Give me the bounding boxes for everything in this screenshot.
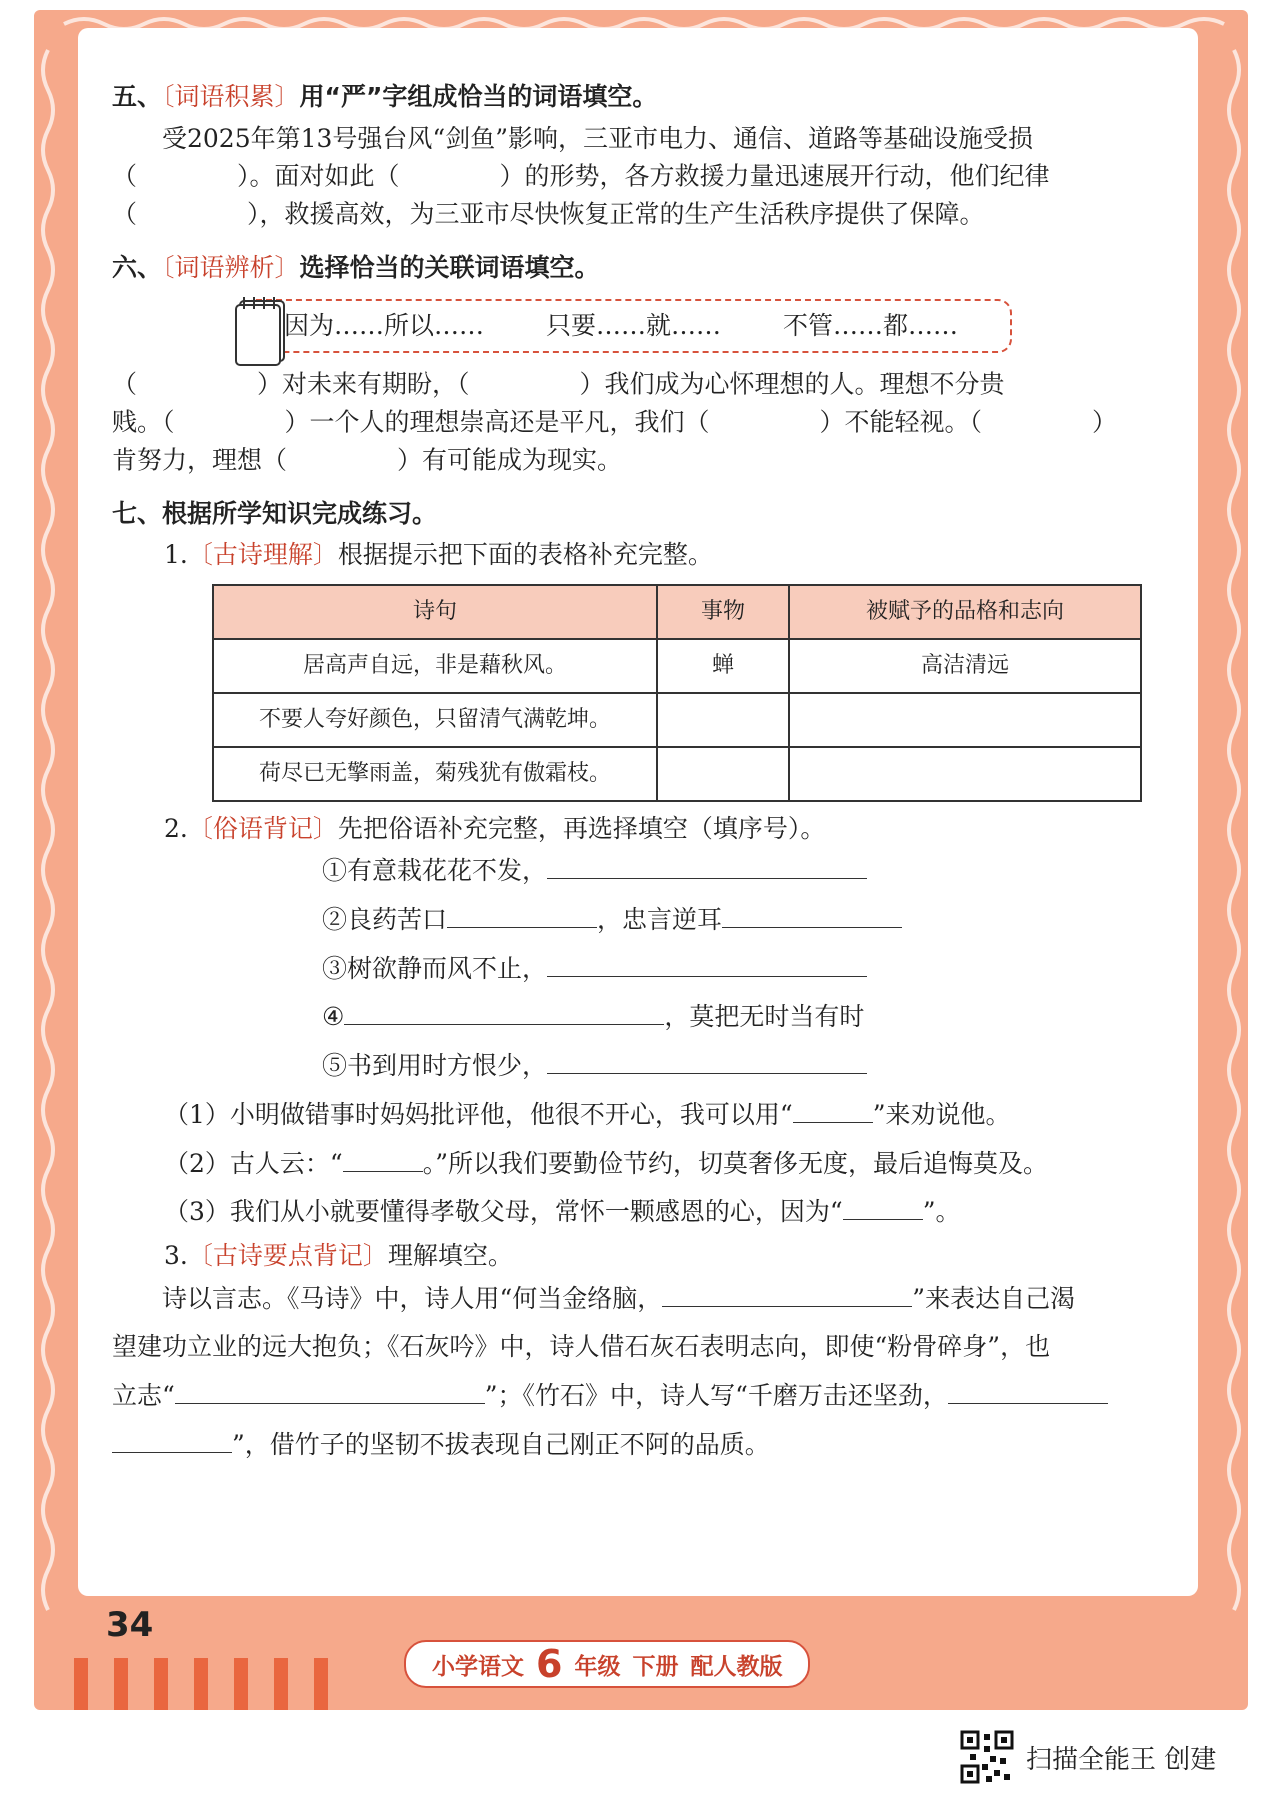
q3-line1: 诗以言志。《马诗》中，诗人用“何当金络脑， ”来表达自己渴 (112, 1275, 1152, 1324)
blank-6a[interactable] (137, 365, 257, 393)
footer-subject: 小学语文 (432, 1653, 524, 1680)
q3-heading: 3.〔古诗要点背记〕理解填空。 (164, 1241, 513, 1270)
table-cell-blank[interactable] (657, 747, 789, 801)
proverb-1: ①有意栽花花不发， (322, 847, 1152, 896)
table-cell: 高洁清远 (789, 639, 1141, 693)
section5-heading (112, 78, 1152, 116)
page-number: 34 (106, 1605, 154, 1645)
word-box-wrapper (112, 299, 1152, 353)
blank-5c[interactable] (137, 195, 247, 223)
section6-heading: 六、〔词语辨析〕选择恰当的关联词语填空。 (112, 253, 600, 282)
footer-grade: 年级 (574, 1653, 621, 1680)
blank-usage-3[interactable] (843, 1192, 923, 1221)
q3-body (112, 1275, 1152, 1470)
table-row (213, 639, 1141, 693)
q3-line4: ”，借竹子的坚韧不拔表现自己刚正不阿的品质。 (112, 1421, 1152, 1470)
blank-q3-3[interactable] (948, 1376, 1108, 1405)
proverb-3: ③树欲静而风不止， (322, 945, 1152, 994)
blank-6c[interactable] (175, 403, 285, 431)
section5-line3: （ ），救援高效，为三亚市尽快恢复正常的生产生活秩序提供了保障。 (112, 195, 1152, 233)
table-header: 诗句 (213, 585, 657, 639)
proverb-2: ②良药苦口 ，忠言逆耳 (322, 896, 1152, 945)
blank-proverb-2b[interactable] (722, 899, 902, 928)
table-cell: 蝉 (657, 639, 789, 693)
q1-heading: 1.〔古诗理解〕根据提示把下面的表格补充完整。 (164, 540, 713, 569)
section5-line1: 受2025年第13号强台风“剑鱼”影响，三亚市电力、通信、道路等基础设施受损 (162, 123, 1033, 153)
blank-6f[interactable] (287, 441, 397, 469)
q3-line2: 望建功立业的远大抱负；《石灰吟》中，诗人借石灰石表明志向，即使“粉骨碎身”，也 (112, 1332, 1051, 1362)
scanner-text: 扫描全能王 创建 (1026, 1744, 1217, 1775)
section5-line2: （ ）。面对如此（ ）的形势，各方救援力量迅速展开行动，他们纪律 (112, 157, 1152, 195)
usage-3: （3）我们从小就要懂得孝敬父母，常怀一颗感恩的心，因为“ ”。 (164, 1188, 1152, 1237)
section5-title: 用“严”字组成恰当的词语填空。 (299, 82, 658, 111)
blank-5a[interactable] (137, 157, 237, 185)
table-cell: 荷尽已无擎雨盖，菊残犹有傲霜枝。 (213, 747, 657, 801)
blank-6d[interactable] (710, 403, 820, 431)
blank-proverb-4[interactable] (344, 997, 664, 1026)
section5-number: 五、 (112, 82, 163, 111)
blank-q3-1[interactable] (662, 1278, 912, 1307)
table-cell: 不要人夸好颜色，只留清气满乾坤。 (213, 693, 657, 747)
qr-code-icon (960, 1730, 1014, 1784)
section6-line3: 肯努力，理想（ ）有可能成为现实。 (112, 441, 1152, 479)
table-header-row (213, 585, 1141, 639)
calendar-icon (234, 291, 290, 367)
proverb-usage (164, 1091, 1152, 1237)
word-choice-box (242, 299, 1012, 353)
blank-q3-4[interactable] (112, 1424, 232, 1453)
blank-proverb-3[interactable] (547, 948, 867, 977)
blank-proverb-1[interactable] (547, 851, 867, 880)
q2-tag: 〔俗语背记〕 (187, 813, 338, 843)
blank-usage-2[interactable] (343, 1143, 423, 1172)
usage-2: （2）古人云：“ 。”所以我们要勤俭节约，切莫奢侈无度，最后追悔莫及。 (164, 1140, 1152, 1189)
footer-grade-number: 6 (536, 1642, 563, 1686)
blank-6b[interactable] (470, 365, 580, 393)
table-cell-blank[interactable] (789, 747, 1141, 801)
section6-title: 选择恰当的关联词语填空。 (299, 253, 600, 282)
poem-table (212, 584, 1142, 802)
section6-line2: 贱。（ ）一个人的理想崇高还是平凡，我们（ ）不能轻视。（ ） (112, 403, 1152, 441)
blank-6e[interactable] (982, 403, 1092, 431)
word-choice-2: 只要……就…… (546, 310, 722, 340)
section7-heading: 七、根据所学知识完成练习。 (112, 498, 438, 528)
section6-line1: （ ）对未来有期盼，（ ）我们成为心怀理想的人。理想不分贵 (112, 365, 1152, 403)
q1-tag: 〔古诗理解〕 (187, 540, 338, 569)
footer-edition: 配人教版 (690, 1653, 783, 1680)
q3-line3: 立志“ ”；《竹石》中，诗人写“千磨万击还坚劲， (112, 1372, 1152, 1421)
proverb-4: ④ ，莫把无时当有时 (322, 993, 1152, 1042)
q3-tag: 〔古诗要点背记〕 (187, 1241, 388, 1270)
footer-banner (404, 1640, 810, 1688)
section5-tag: 〔词语积累〕 (162, 82, 300, 111)
blank-q3-2[interactable] (175, 1376, 485, 1405)
blank-usage-1[interactable] (793, 1094, 873, 1123)
blank-proverb-5[interactable] (547, 1046, 867, 1075)
table-cell-blank[interactable] (789, 693, 1141, 747)
table-cell: 居高声自远，非是藉秋风。 (213, 639, 657, 693)
proverb-5: ⑤书到用时方恨少， (322, 1042, 1152, 1091)
q2-heading: 2.〔俗语背记〕先把俗语补充完整，再选择填空（填序号）。 (164, 813, 826, 843)
usage-1: （1）小明做错事时妈妈批评他，他很不开心，我可以用“ ”来劝说他。 (164, 1091, 1152, 1140)
blank-proverb-2a[interactable] (447, 899, 597, 928)
scanner-watermark (960, 1730, 1216, 1784)
proverb-list (322, 847, 1152, 1091)
table-row (213, 747, 1141, 801)
footer-volume: 下册 (632, 1653, 679, 1680)
table-cell-blank[interactable] (657, 693, 789, 747)
blank-5b[interactable] (400, 157, 500, 185)
table-row (213, 693, 1141, 747)
table-header: 事物 (657, 585, 789, 639)
table-header: 被赋予的品格和志向 (789, 585, 1141, 639)
word-choice-3: 不管……都…… (783, 310, 959, 340)
word-choice-1: 因为……所以…… (284, 310, 485, 340)
worksheet-content (112, 78, 1152, 1470)
section6-tag: 〔词语辨析〕 (162, 253, 300, 282)
